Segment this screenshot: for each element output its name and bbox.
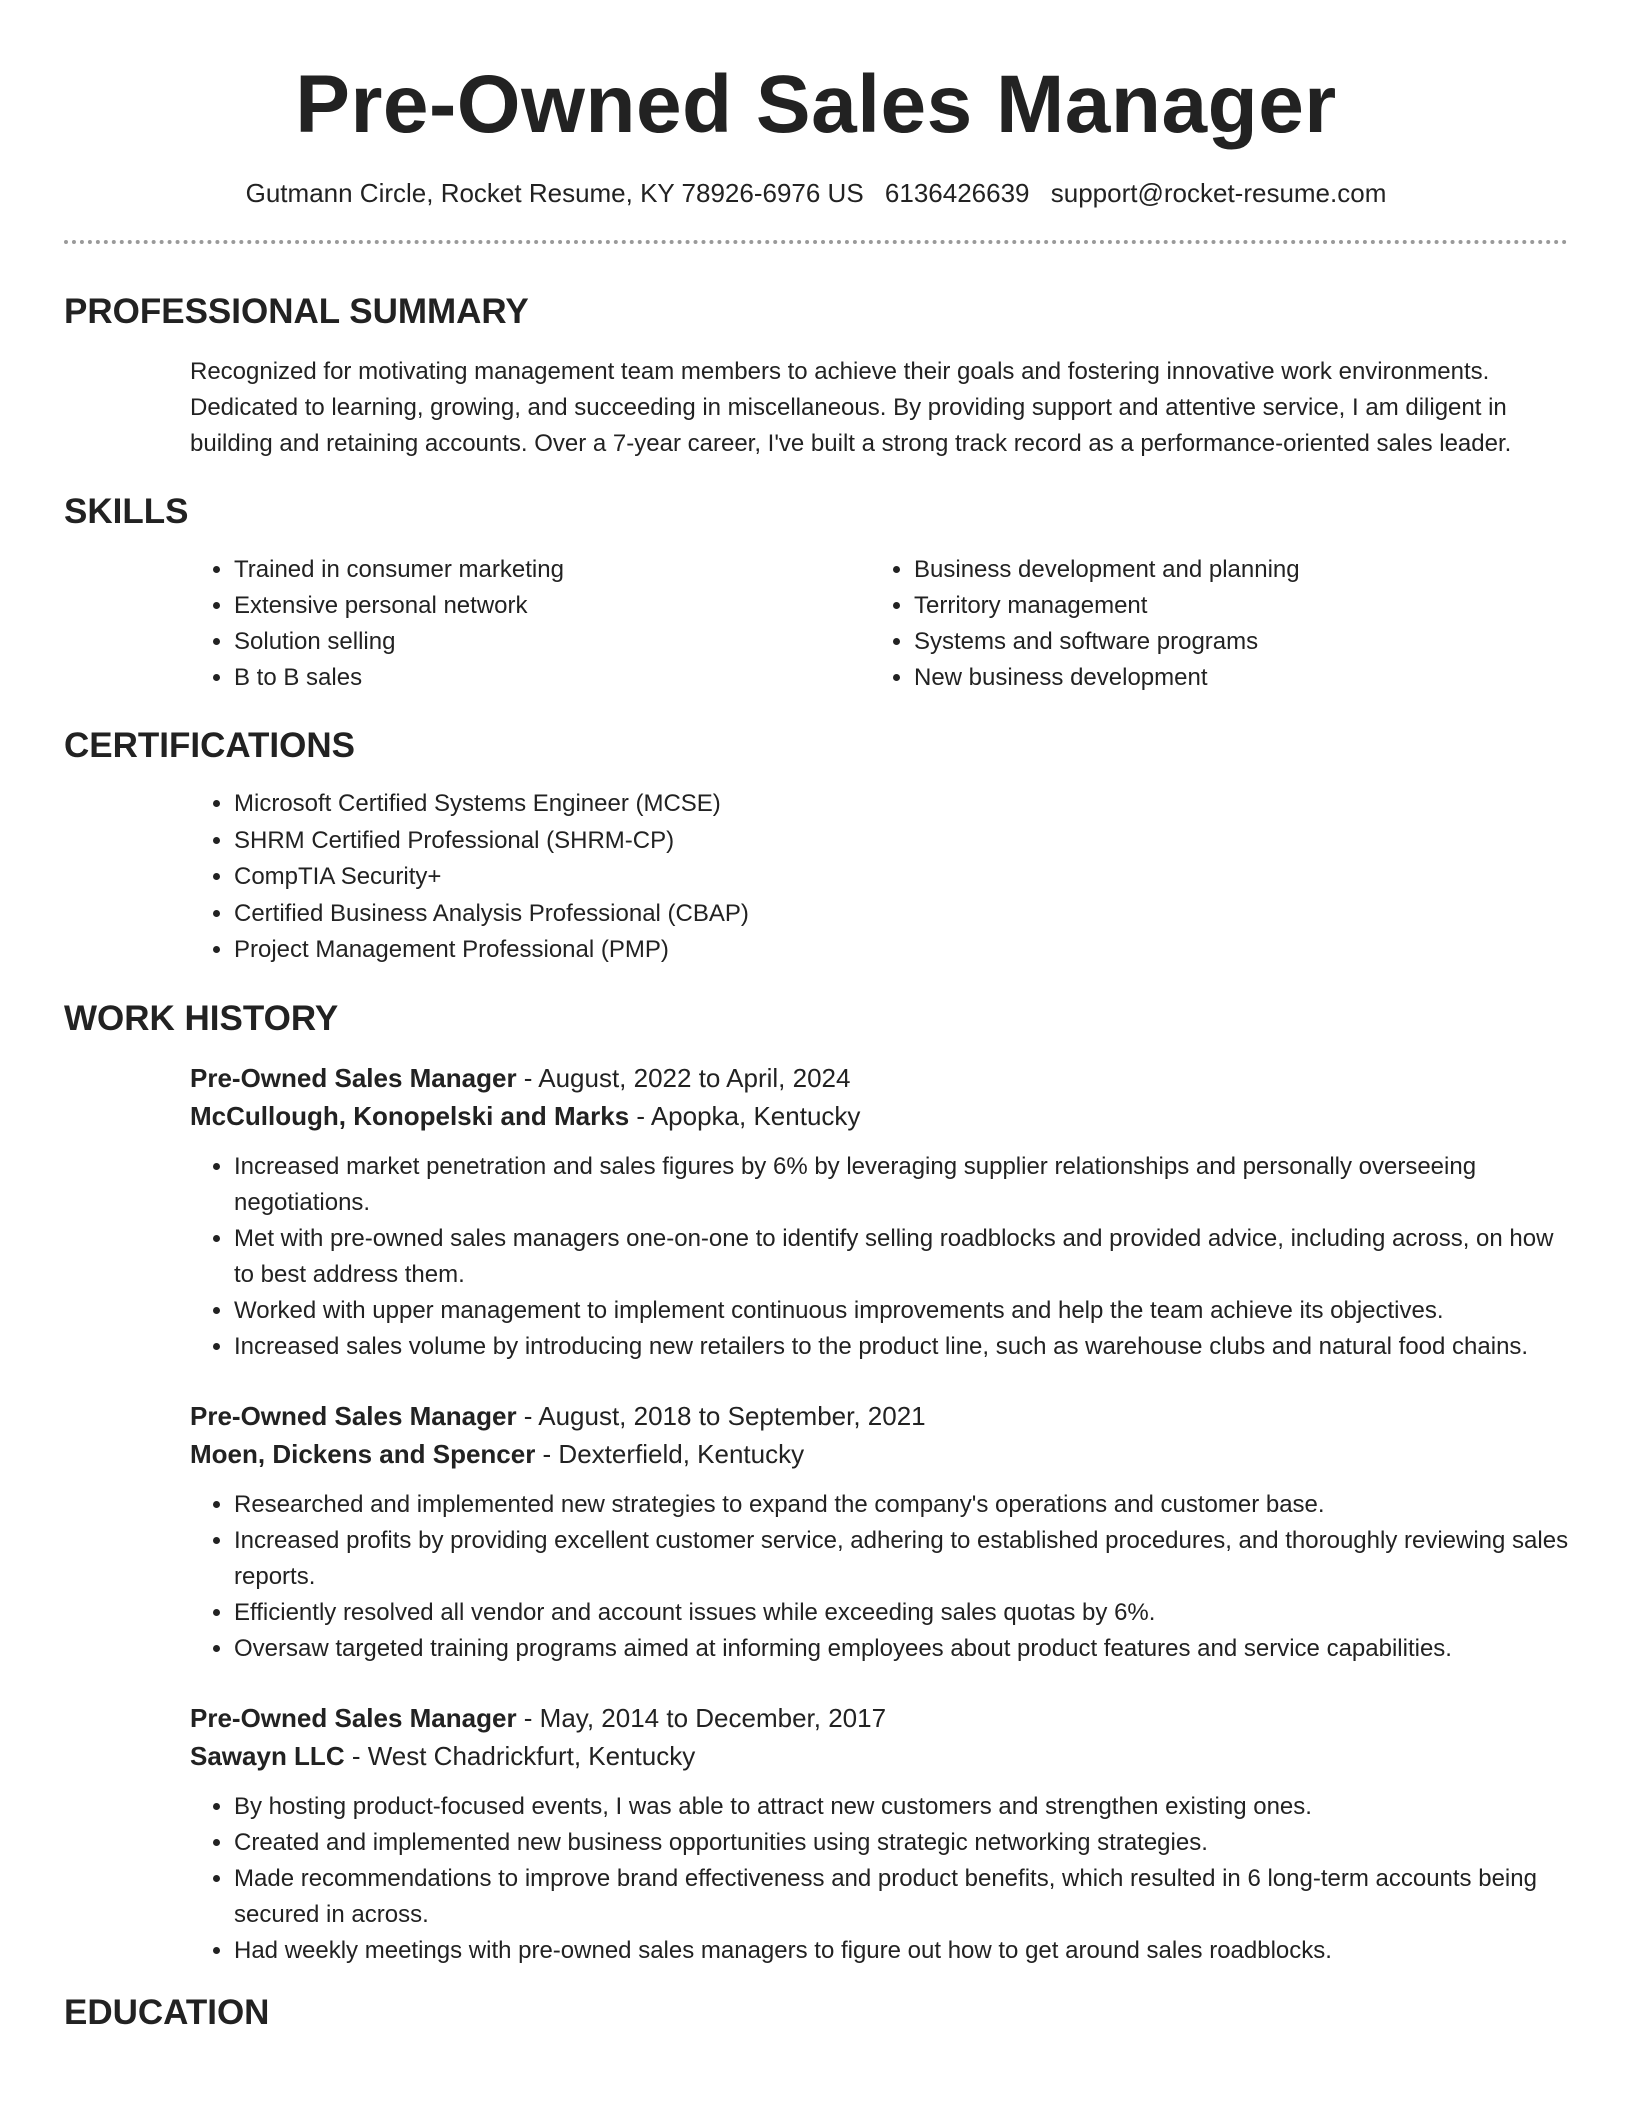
skill-item: • Extensive personal network [234,588,870,624]
skills-heading: SKILLS [64,492,189,531]
certification-item: • CompTIA Security+ [234,859,1568,896]
job-role: Pre-Owned Sales Manager [190,1062,517,1093]
resume-page [64,0,1568,2035]
job-role: Pre-Owned Sales Manager [190,1702,517,1733]
skills-list [190,552,1568,696]
job-title-line [190,1397,1570,1435]
job-bullet: • Researched and implemented new strategies to expand the company's operations and customer base. [234,1487,1570,1523]
job-bullet: • Increased profits by providing excellent customer service, adhering to established procedures, and thoroughly reviewing sales reports. [234,1523,1570,1595]
certifications-heading: CERTIFICATIONS [64,726,356,765]
job-dates: - August, 2018 to September, 2021 [516,1400,926,1431]
job-location: - Apopka, Kentucky [629,1100,861,1131]
certification-item: • Certified Business Analysis Professional (CBAP) [234,896,1568,933]
skills-column-left [190,552,870,696]
job-title-line [190,1059,1570,1097]
summary-text: Recognized for motivating management team members to achieve their goals and fostering innovative work environments. Dedicated to learning, growing, and succeeding in miscellaneous. By providing support and attentive service, I am diligent in building and retaining accounts. Over a 7-year career, I've built a strong track record as a performance-oriented sales leader. [190,358,1512,457]
certification-item: • Microsoft Certified Systems Engineer (MCSE) [234,786,1568,823]
education-heading: EDUCATION [64,1992,270,2032]
skill-item: • Trained in consumer marketing [234,552,870,588]
job-bullet: • Had weekly meetings with pre-owned sales managers to figure out how to get around sales roadblocks. [234,1933,1570,1969]
certifications-list [190,786,1568,969]
job-bullets [190,1789,1570,1969]
skill-item: • Systems and software programs [914,624,1554,660]
job-bullet: • Met with pre-owned sales managers one-on-one to identify selling roadblocks and provided advice, including across, on how to best address them. [234,1221,1570,1293]
contact-email: support@rocket-resume.com [1050,178,1387,208]
resume-name: Pre-Owned Sales Manager [295,59,1337,150]
summary-heading: PROFESSIONAL SUMMARY [64,292,529,331]
certification-item: • Project Management Professional (PMP) [234,932,1568,969]
skill-item: • New business development [914,660,1554,696]
header-divider [64,240,1568,244]
job-dates: - May, 2014 to December, 2017 [516,1702,887,1733]
job-title-line [190,1699,1570,1737]
job-dates: - August, 2022 to April, 2024 [516,1062,851,1093]
job-bullets [190,1487,1570,1667]
job-company: McCullough, Konopelski and Marks [190,1100,630,1131]
certification-item: • SHRM Certified Professional (SHRM-CP) [234,823,1568,860]
work-history-heading: WORK HISTORY [64,998,339,1038]
job-bullet: • Oversaw targeted training programs aimed at informing employees about product features and service capabilities. [234,1631,1570,1667]
job-bullet: • By hosting product-focused events, I was able to attract new customers and strengthen existing ones. [234,1789,1570,1825]
job-role: Pre-Owned Sales Manager [190,1400,517,1431]
skill-item: • B to B sales [234,660,870,696]
job-company: Moen, Dickens and Spencer [190,1438,536,1469]
contact-line [64,176,1568,210]
job-company-line [190,1097,1570,1135]
job-entry [190,1059,1570,1365]
job-bullet: • Increased sales volume by introducing new retailers to the product line, such as warehouse clubs and natural food chains. [234,1329,1570,1365]
job-company: Sawayn LLC [190,1740,345,1771]
job-bullet: • Created and implemented new business opportunities using strategic networking strategies. [234,1825,1570,1861]
job-bullet: • Made recommendations to improve brand effectiveness and product benefits, which resulted in 6 long-term accounts being secured in across. [234,1861,1570,1933]
job-company-line [190,1737,1570,1775]
skill-item: • Business development and planning [914,552,1554,588]
job-bullet: • Worked with upper management to implement continuous improvements and help the team achieve its objectives. [234,1293,1570,1329]
skill-item: • Solution selling [234,624,870,660]
job-location: - Dexterfield, Kentucky [535,1438,805,1469]
job-entry [190,1397,1570,1667]
skill-item: • Territory management [914,588,1554,624]
job-bullet: • Efficiently resolved all vendor and account issues while exceeding sales quotas by 6%. [234,1595,1570,1631]
contact-phone: 6136426639 [884,178,1030,208]
job-bullets [190,1149,1570,1365]
job-company-line [190,1435,1570,1473]
job-bullet: • Increased market penetration and sales figures by 6% by leveraging supplier relationships and personally overseeing negotiations. [234,1149,1570,1221]
skills-column-right [870,552,1554,696]
job-entry [190,1699,1570,1969]
contact-address: Gutmann Circle, Rocket Resume, KY 78926-6976 US [245,178,864,208]
job-location: - West Chadrickfurt, Kentucky [344,1740,696,1771]
